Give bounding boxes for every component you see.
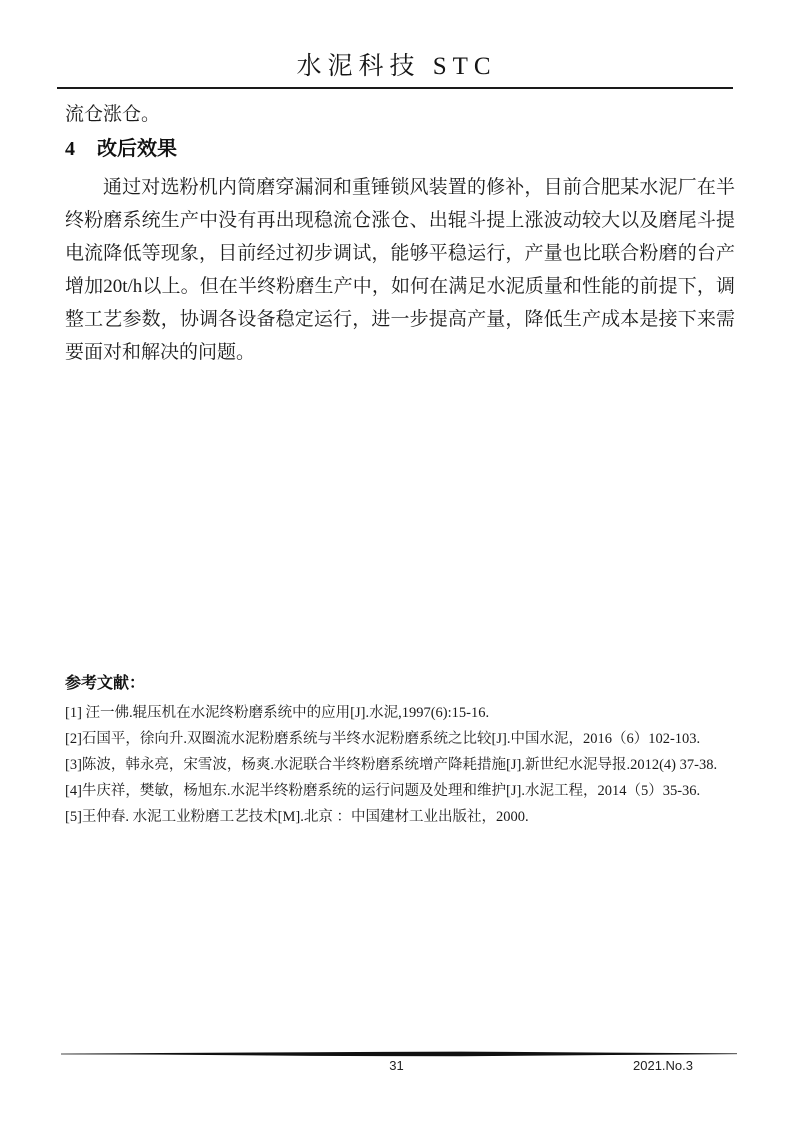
references-section [65, 670, 737, 830]
reference-item: [1] 汪一佛.辊压机在水泥终粉磨系统中的应用[J].水泥,1997(6):15-16. [65, 705, 490, 721]
footer-page-number: 31 [389, 1058, 404, 1073]
header-rule [57, 87, 733, 89]
footer-issue-label: 2021.No.3 [633, 1058, 693, 1073]
section-heading [65, 132, 735, 161]
carryover-text: 流仓涨仓。 [65, 104, 161, 125]
section-number: 4 [65, 138, 75, 160]
section-title: 改后效果 [97, 138, 177, 160]
journal-header-title: 水泥科技 STC [296, 53, 497, 80]
footer-rule [61, 1050, 737, 1058]
references-heading: 参考文献： [65, 675, 146, 692]
reference-item: [2]石国平，徐向升.双圈流水泥粉磨系统与半终水泥粉磨系统之比较[J].中国水泥，2016（6）102-103. [65, 731, 701, 747]
reference-item: [3]陈波，韩永亮，宋雪波，杨爽.水泥联合半终粉磨系统增产降耗措施[J].新世纪水泥导报.2012(4) 37-38. [65, 757, 718, 773]
reference-item: [4]牛庆祥，樊敏，杨旭东.水泥半终粉磨系统的运行问题及处理和维护[J].水泥工程，2014（5）35-36. [65, 783, 701, 799]
body-paragraph: 通过对选粉机内筒磨穿漏洞和重锤锁风装置的修补，目前合肥某水泥厂在半终粉磨系统生产中没有再出现稳流仓涨仓、出辊斗提上涨波动较大以及磨尾斗提电流降低等现象，目前经过初步调试，能够平稳运行，产量也比联合粉磨的台产增加20t/h以上。但在半终粉磨生产中，如何在满足水泥质量和性能的前提下，调整工艺参数，协调各设备稳定运行，进一步提高产量，降低生产成本是接下来需要面对和解决的问题。 [65, 177, 735, 363]
reference-item: [5]王仲春. 水泥工业粉磨工艺技术[M].北京 ：中国建材工业出版社，2000. [65, 809, 529, 825]
